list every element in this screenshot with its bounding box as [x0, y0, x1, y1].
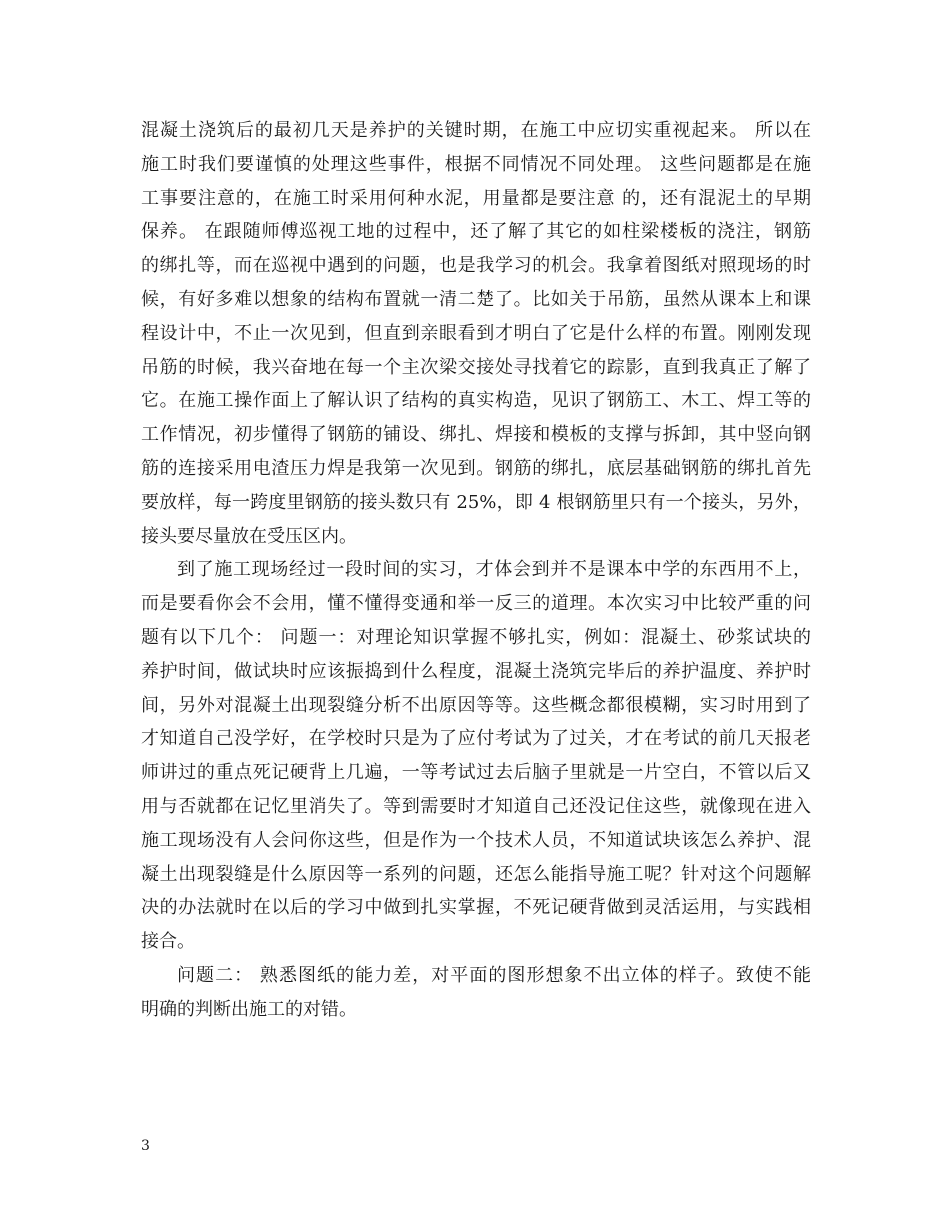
text-line: 工事要注意的，在施工时采用何种水泥，用量都是要注意 的，还有混泥土的早期 — [141, 187, 811, 209]
text-line: 吊筋的时候，我兴奋地在每一个主次梁交接处寻找着它的踪影，直到我真正了解了 — [141, 356, 811, 378]
text-line: 程设计中，不止一次见到，但直到亲眼看到才明白了它是什么样的布置。刚刚发现 — [141, 322, 811, 344]
text-line: 明确的判断出施工的对错。 — [141, 998, 357, 1020]
text-line: 要放样，每一跨度里钢筋的接头数只有 25%，即 4 根钢筋里只有一个接头，另外， — [141, 491, 811, 513]
text-line: 它。在施工操作面上了解认识了结构的真实构造，见识了钢筋工、木工、焊工等的 — [141, 390, 811, 412]
text-line: 接合。 — [141, 931, 195, 953]
page-number: 3 — [141, 1138, 150, 1154]
text-line: 工作情况，初步懂得了钢筋的铺设、绑扎、焊接和模板的支撑与拆卸，其中竖向钢 — [141, 424, 811, 446]
text-line: 凝土出现裂缝是什么原因等一系列的问题，还怎么能指导施工呢？针对这个问题解 — [141, 863, 811, 885]
text-line: 间，另外对混凝土出现裂缝分析不出原因等等。这些概念都很模糊，实习时用到了 — [141, 694, 811, 716]
document-body — [141, 114, 811, 1027]
text-line: 保养。 在跟随师傅巡视工地的过程中，还了解了其它的如柱梁楼板的浇注，钢筋 — [141, 221, 811, 243]
paragraph-start-line: 到了施工现场经过一段时间的实习，才体会到并不是课本中学的东西用不上， — [177, 559, 811, 581]
text-line: 筋的连接采用电渣压力焊是我第一次见到。钢筋的绑扎，底层基础钢筋的绑扎首先 — [141, 457, 811, 479]
text-line: 养护时间，做试块时应该振捣到什么程度，混凝土浇筑完毕后的养护温度、养护时 — [141, 660, 811, 682]
text-line: 混凝土浇筑后的最初几天是养护的关键时期，在施工中应切实重视起来。 所以在 — [141, 120, 811, 141]
text-line: 决的办法就时在以后的学习中做到扎实掌握，不死记硬背做到灵活运用，与实践相 — [141, 897, 811, 919]
text-line: 的绑扎等，而在巡视中遇到的问题，也是我学习的机会。我拿着图纸对照现场的时 — [141, 255, 811, 277]
paragraph-start-line: 问题二： 熟悉图纸的能力差，对平面的图形想象不出立体的样子。致使不能 — [177, 964, 811, 986]
text-line: 而是要看你会不会用，懂不懂得变通和举一反三的道理。本次实习中比较严重的问 — [141, 593, 811, 615]
text-line: 师讲过的重点死记硬背上几遍，一等考试过去后脑子里就是一片空白，不管以后又 — [141, 762, 811, 784]
text-line: 施工现场没有人会问你这些，但是作为一个技术人员，不知道试块该怎么养护、混 — [141, 829, 811, 851]
text-line: 施工时我们要谨慎的处理这些事件，根据不同情况不同处理。 这些问题都是在施 — [141, 153, 811, 175]
text-line: 题有以下几个： 问题一：对理论知识掌握不够扎实，例如：混凝土、砂浆试块的 — [141, 626, 811, 648]
text-line: 才知道自己没学好，在学校时只是为了应付考试为了过关，才在考试的前几天报老 — [141, 728, 811, 750]
text-line: 候，有好多难以想象的结构布置就一清二楚了。比如关于吊筋，虽然从课本上和课 — [141, 288, 811, 310]
text-line: 接头要尽量放在受压区内。 — [141, 525, 357, 547]
text-line: 用与否就都在记忆里消失了。等到需要时才知道自己还没记住这些，就像现在进入 — [141, 795, 811, 817]
